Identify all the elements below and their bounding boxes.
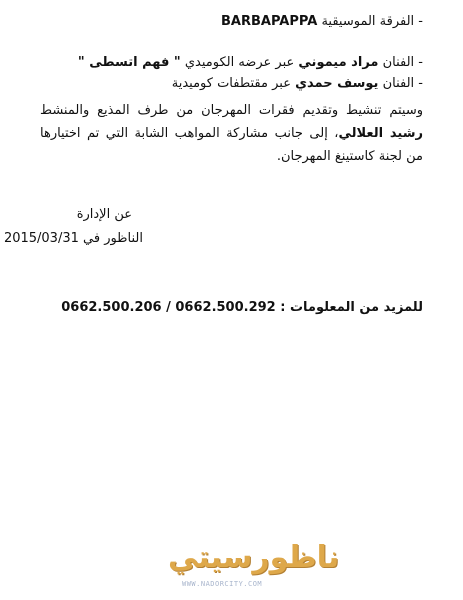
contact-line <box>61 300 423 315</box>
watermark-logo: ناظورسيتي <box>168 540 340 575</box>
signature-from: عن الإدارة <box>76 207 132 222</box>
comedian2-line <box>172 76 423 91</box>
watermark-url: WWW.NADORCITY.COM <box>182 580 263 588</box>
host-paragraph <box>40 99 423 168</box>
comedian2-prefix: - الفنان <box>382 76 423 91</box>
comedian1-show: " فهم اتسطى " <box>77 55 181 70</box>
contact-label: للمزيد من المعلومات : <box>280 300 423 315</box>
paragraph-rest: ، إلى جانب مشاركة المواهب الشابة التي تم اختيارها من لجنة كاستينغ المهرجان. <box>40 126 423 164</box>
band-name: BARBAPAPPA <box>221 14 318 29</box>
comedian1-line <box>78 55 423 70</box>
paragraph-intro: وسيتم تنشيط وتقديم فقرات المهرجان من طرف المذيع والمنشط <box>40 103 423 118</box>
comedian2-name: يوسف حمدي <box>295 76 379 91</box>
contact-phones: 0662.500.206 / 0662.500.292 <box>61 300 276 315</box>
comedian1-name: مراد ميموني <box>298 55 379 70</box>
comedian1-prefix: - الفنان <box>382 55 423 70</box>
comedian1-mid: عبر عرضه الكوميدي <box>184 55 295 70</box>
nadorcity-watermark <box>168 540 340 596</box>
host-name: رشيد العلالي <box>338 126 423 141</box>
comedian2-rest: عبر مقتطفات كوميدية <box>171 76 291 91</box>
band-prefix: - الفرقة الموسيقية <box>321 14 423 29</box>
band-line <box>221 14 423 29</box>
signature-place-date: الناظور في 2015/03/31 <box>3 231 143 246</box>
